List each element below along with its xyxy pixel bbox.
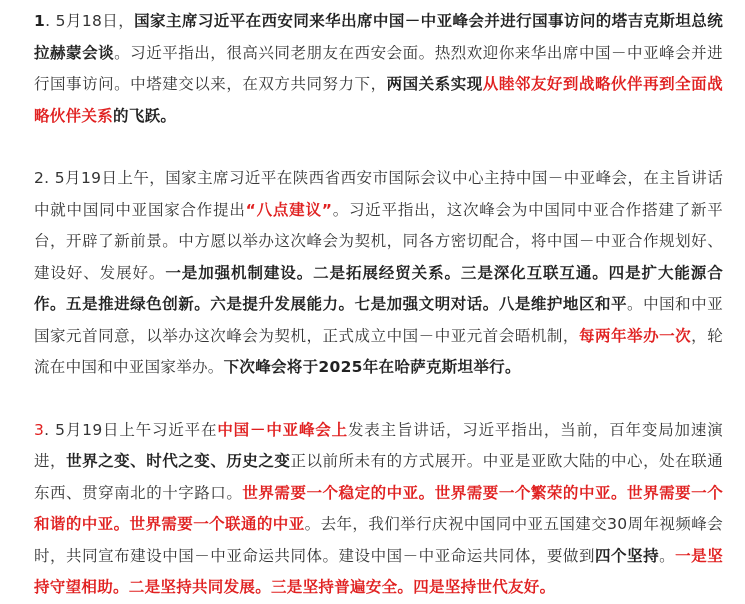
paragraph-3 (34, 415, 723, 604)
highlight-segment: 世界需要一个稳定的中亚。世界需要一个繁荣的中亚。世界需要一个和谐的中亚。世界需要一个联通的中亚 (34, 483, 723, 533)
text-segment: . 5月19日上午习近平在 (44, 420, 218, 439)
text-segment: 。习近平指出，很高兴同老朋友在西安会面。热烈欢迎你来华出席中国－中亚峰会并进行国事访问。中塔建交以来，在双方共同努力下， (34, 43, 723, 93)
text-segment: ，轮流在中国和中亚国家举办。 (34, 326, 724, 376)
text-segment: 发表主旨讲话，习近平指出，当前，百年变局加速演进， (34, 420, 723, 470)
text-segment: 。去年，我们举行庆祝中国同中亚五国建交30周年视频峰会时，共同宣布建设中国－中亚命运共同体。建设中国－中亚命运共同体，要做到 (34, 515, 723, 565)
highlight-segment: 从睦邻友好到战略伙伴再到全面战略伙伴关系 (34, 75, 723, 125)
bold-segment: 下次峰会将于2025年在哈萨克斯坦举行。 (223, 358, 521, 376)
highlight-segment: 一是坚持守望相助。二是坚持共同发展。三是坚持普遍安全。四是坚持世代友好。 (34, 546, 723, 596)
text-segment: 2. 5月19日上午，国家主席习近平在陕西省西安市国际会议中心主持中国－中亚峰会，在主旨讲话中就中国同中亚国家合作提出 (34, 169, 723, 219)
bold-segment: 世界之变、时代之变、历史之变 (66, 452, 291, 470)
highlight-segment: “八点建议” (245, 200, 333, 219)
item-number: 3 (34, 420, 45, 439)
text-segment: 。中国和中亚国家元首同意，以举办这次峰会为契机，正式成立中国－中亚元首会晤机制， (34, 295, 723, 345)
highlight-segment: 中国－中亚峰会上 (217, 420, 348, 439)
paragraph-1 (34, 6, 723, 132)
highlight-segment: 每两年举办一次 (578, 326, 692, 345)
text-segment: 。 (659, 546, 676, 565)
bold-segment: 一是加强机制建设。二是拓展经贸关系。三是深化互联互通。四是扩大能源合作。五是推进绿色创新。六是提升发展能力。七是加强文明对话。八是维护地区和平 (34, 263, 723, 313)
paragraph-2 (34, 163, 723, 384)
bold-segment: 两国关系实现 (386, 75, 483, 93)
text-segment: . 5月18日， (45, 12, 135, 30)
bold-segment: 的飞跃。 (113, 106, 177, 125)
text-segment: 。习近平指出，这次峰会为中国同中亚合作搭建了新平台，开辟了新前景。中方愿以举办这次峰会为契机，同各方密切配合，将中国－中亚合作规划好、建设好、发展好。 (34, 200, 723, 282)
text-segment: 正以前所未有的方式展开。中亚是亚欧大陆的中心，处在联通东西、贯穿南北的十字路口。 (34, 452, 723, 502)
bold-segment: 四个坚持 (594, 546, 660, 565)
item-number: 1 (34, 12, 46, 30)
bold-segment: 国家主席习近平在西安同来华出席中国－中亚峰会并进行国事访问的塔吉克斯坦总统拉赫蒙会谈 (34, 12, 723, 62)
